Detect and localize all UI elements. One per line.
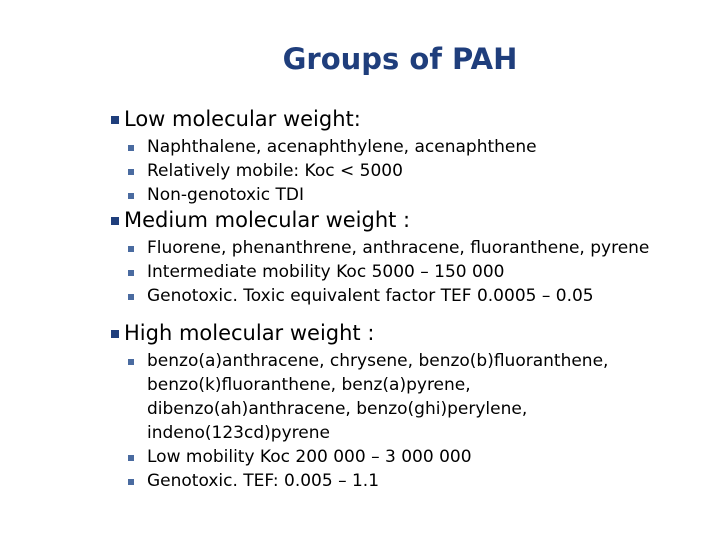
list-item: Non-genotoxic TDI <box>0 183 707 207</box>
bullet-square-icon <box>111 330 119 338</box>
list-item: Intermediate mobility Koc 5000 – 150 000 <box>0 260 707 284</box>
bullet-square-icon <box>128 193 134 199</box>
list-item <box>0 349 707 445</box>
bullet-square-icon <box>111 116 119 124</box>
bullet-square-icon <box>128 270 134 276</box>
list-item-text <box>147 349 707 445</box>
list-item: Fluorene, phenanthrene, anthracene, fluoranthene, pyrene <box>0 236 707 260</box>
bullet-square-icon <box>128 455 134 461</box>
list-item: Genotoxic. TEF: 0.005 – 1.1 <box>0 469 707 493</box>
slide-title: Groups of PAH <box>282 42 518 76</box>
bullet-square-icon <box>128 479 134 485</box>
list-item: Low mobility Koc 200 000 – 3 000 000 <box>0 445 707 469</box>
bullet-square-icon <box>128 359 134 365</box>
list-item-line: benzo(a)anthracene, chrysene, benzo(b)fluoranthene, <box>147 351 609 371</box>
list-item: Naphthalene, acenaphthylene, acenaphthene <box>0 135 707 159</box>
bullet-square-icon <box>128 169 134 175</box>
list-item-line: benzo(k)fluoranthene, benz(a)pyrene, <box>147 375 471 395</box>
group-heading: Low molecular weight: <box>124 107 361 131</box>
group-heading: Medium molecular weight : <box>124 208 411 232</box>
bullet-square-icon <box>128 246 134 252</box>
group-heading-row <box>0 106 707 132</box>
bullet-square-icon <box>111 217 119 225</box>
group-heading-row <box>0 207 707 233</box>
group-medium-molecular-weight <box>0 207 707 308</box>
group-heading: High molecular weight : <box>124 321 375 345</box>
list-item: Genotoxic. Toxic equivalent factor TEF 0.0005 – 0.05 <box>0 284 707 308</box>
group-high-molecular-weight <box>0 320 707 493</box>
list-item: Relatively mobile: Koc < 5000 <box>0 159 707 183</box>
list-item-line: dibenzo(ah)anthracene, benzo(ghi)perylene, <box>147 399 528 419</box>
bullet-square-icon <box>128 145 134 151</box>
group-low-molecular-weight <box>0 106 707 207</box>
group-heading-row <box>0 320 707 346</box>
list-item-line: indeno(123cd)pyrene <box>147 423 330 443</box>
bullet-square-icon <box>128 294 134 300</box>
